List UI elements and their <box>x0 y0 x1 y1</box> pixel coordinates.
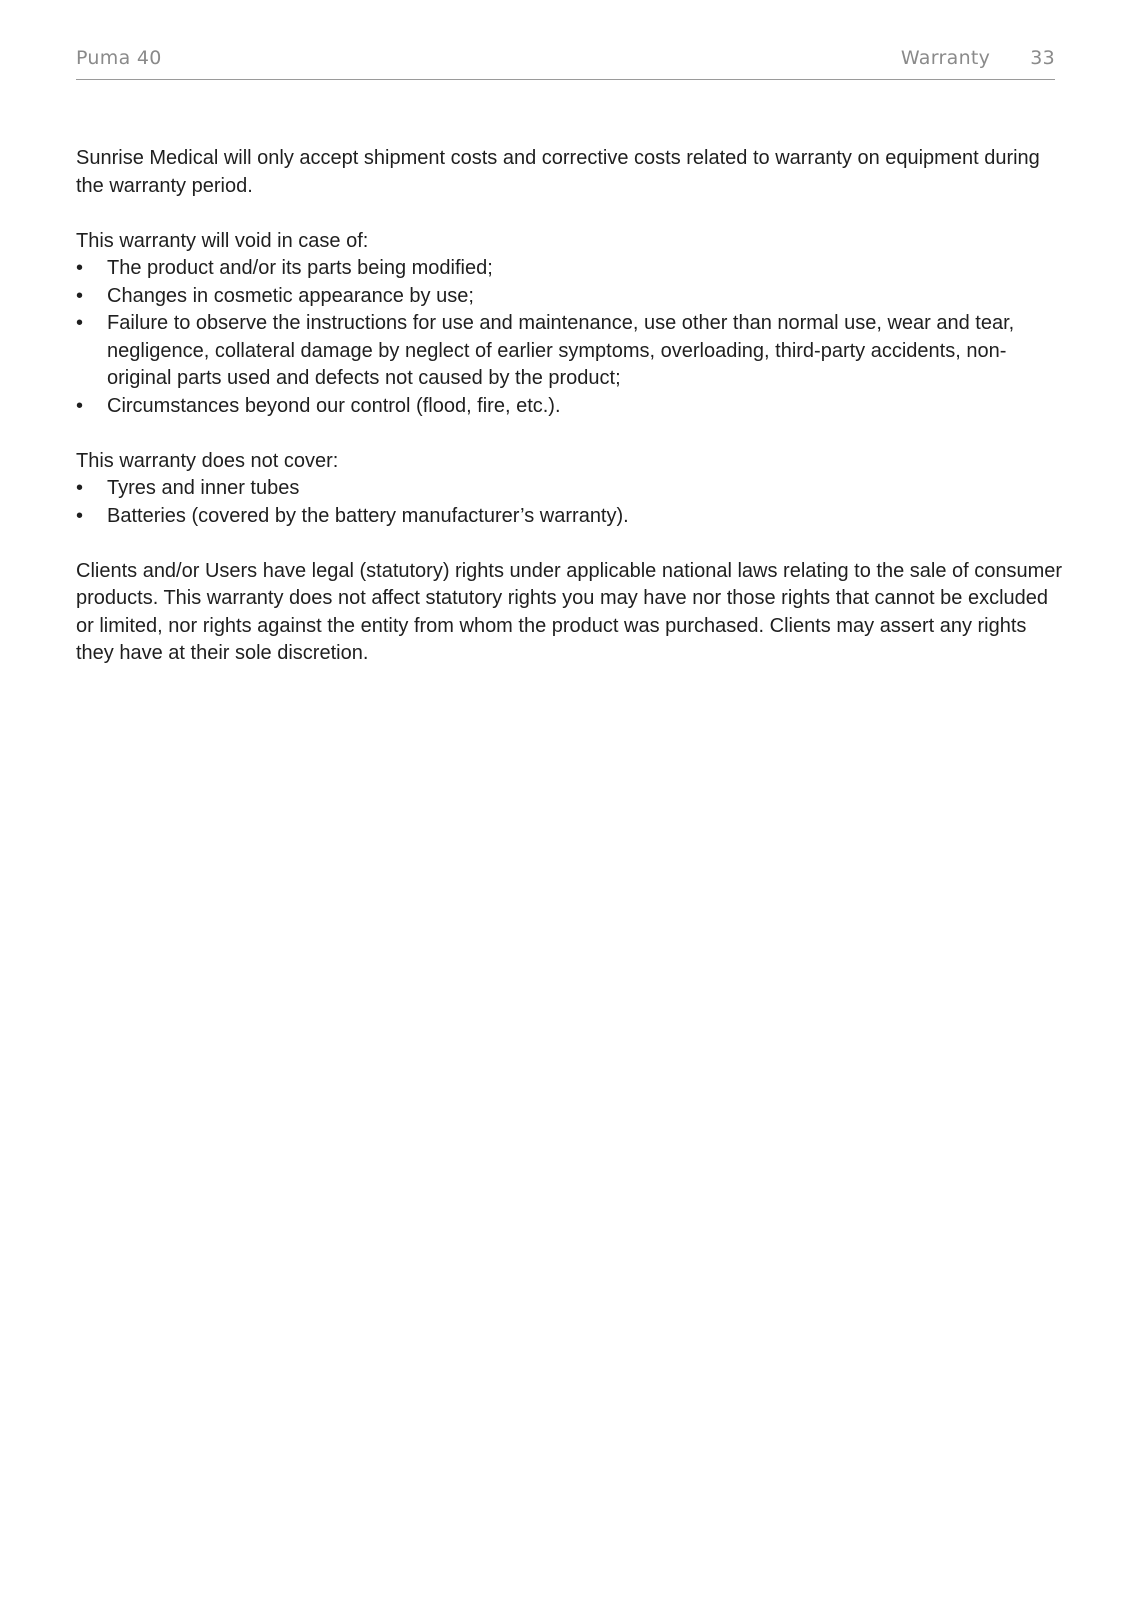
bullet-icon: • <box>76 284 84 307</box>
bullet-icon: • <box>76 312 84 334</box>
header-section-title: Warranty <box>900 47 991 69</box>
list-item-text: Failure to observe the instructions for use and maintenance, use other than normal use, wear and tear, negligence, collateral damage by neglect of earlier symptoms, overloading, third-party accidents, non-original parts used and defects not caused by the product; <box>107 312 1015 389</box>
not-covered-list <box>76 475 1066 530</box>
list-item <box>76 475 1066 503</box>
header-right <box>901 47 1055 69</box>
list-item <box>76 310 1066 393</box>
list-item <box>76 255 1066 283</box>
list-item-text: The product and/or its parts being modified; <box>107 257 493 279</box>
statutory-rights-paragraph: Clients and/or Users have legal (statutory) rights under applicable national laws relating to the sale of consumer products. This warranty does not affect statutory rights you may have nor those rights that cannot be excluded or limited, nor rights against the entity from whom the product was purchased. Clients may assert any rights they have at their sole discretion. <box>76 559 1063 664</box>
void-conditions-intro: This warranty will void in case of: <box>76 229 369 252</box>
page-content <box>76 145 1066 695</box>
list-item <box>76 503 1066 531</box>
bullet-icon: • <box>76 257 84 279</box>
list-item-text: Changes in cosmetic appearance by use; <box>107 284 474 307</box>
not-covered-intro: This warranty does not cover: <box>76 449 339 472</box>
list-item-text: Tyres and inner tubes <box>107 477 300 499</box>
list-item <box>76 283 1066 311</box>
shipment-costs-paragraph: Sunrise Medical will only accept shipment costs and corrective costs related to warranty on equipment during the warranty period. <box>76 147 1040 197</box>
bullet-icon: • <box>76 504 84 527</box>
page-number: 33 <box>1030 47 1055 69</box>
page-header <box>76 46 1055 80</box>
bullet-icon: • <box>76 394 84 417</box>
bullet-icon: • <box>76 477 84 499</box>
list-item <box>76 393 1066 421</box>
void-conditions-list <box>76 255 1066 420</box>
header-product-name: Puma 40 <box>76 47 162 69</box>
list-item-text: Circumstances beyond our control (flood, fire, etc.). <box>107 394 561 417</box>
list-item-text: Batteries (covered by the battery manufacturer’s warranty). <box>107 504 629 527</box>
